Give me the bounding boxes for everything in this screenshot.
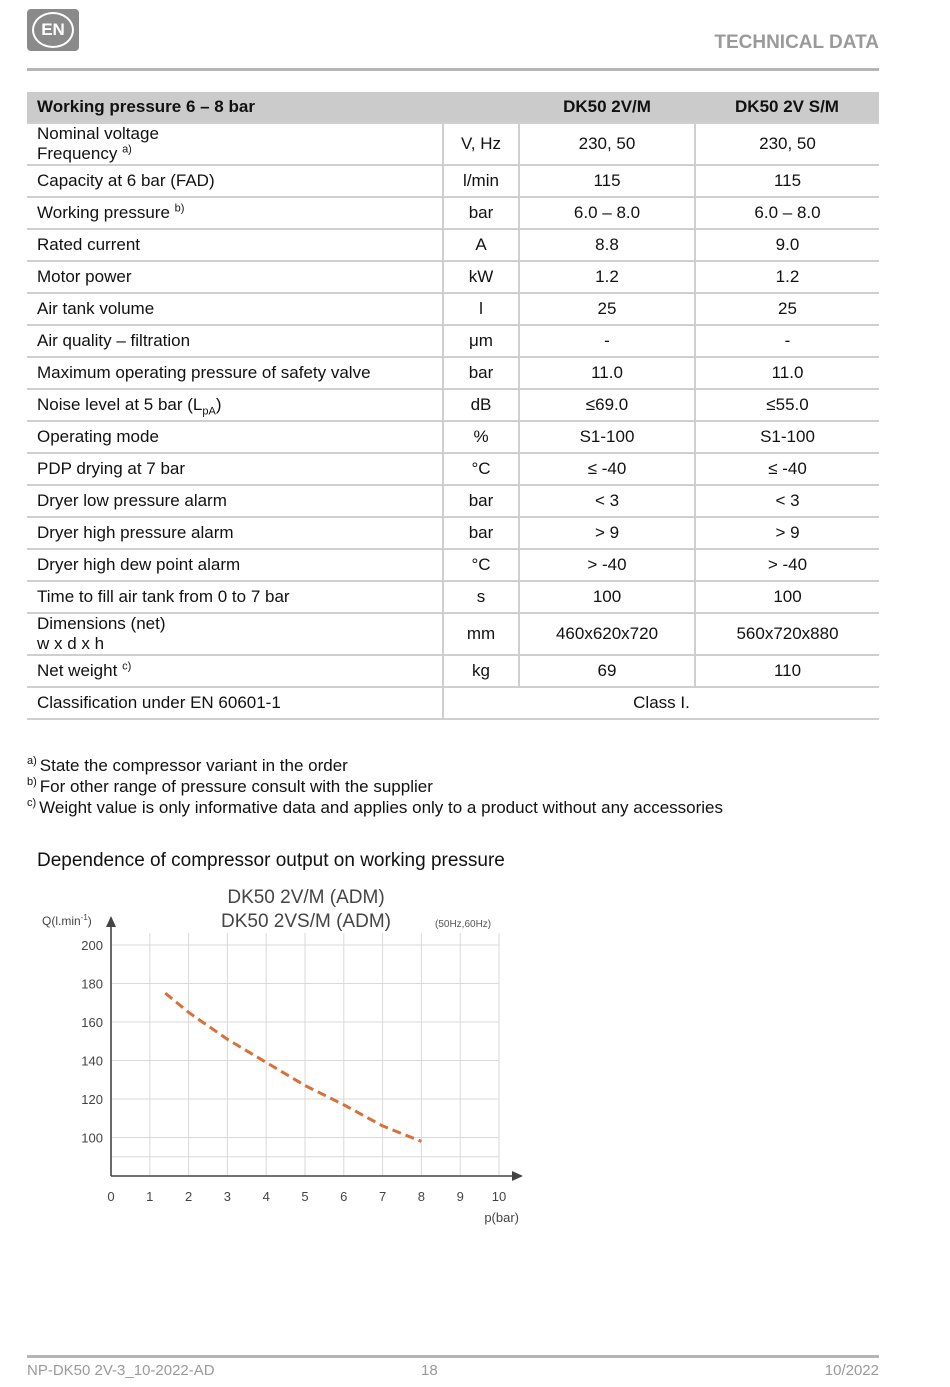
y-tick-label: 160 bbox=[81, 1015, 103, 1030]
unit-cell: μm bbox=[443, 325, 519, 357]
parameter-cell bbox=[27, 229, 443, 261]
parameter-label: Air quality – filtration bbox=[37, 331, 191, 350]
model2-value-cell: > -40 bbox=[695, 549, 879, 581]
header-divider bbox=[27, 68, 879, 71]
chart-title: DK50 2V/M (ADM) bbox=[227, 887, 385, 908]
y-tick-label: 140 bbox=[81, 1053, 103, 1069]
footnote bbox=[27, 776, 723, 797]
footnotes bbox=[27, 755, 723, 818]
model1-value-cell: 69 bbox=[519, 655, 695, 687]
footnote-mark: c) bbox=[27, 797, 37, 810]
table-row bbox=[27, 197, 879, 229]
unit-cell: bar bbox=[443, 485, 519, 517]
x-tick-label: 9 bbox=[456, 1189, 464, 1204]
x-tick-label: 2 bbox=[184, 1189, 193, 1204]
parameter-cell bbox=[27, 123, 443, 165]
model1-value-cell: 8.8 bbox=[519, 229, 695, 261]
x-tick-label: 4 bbox=[262, 1189, 270, 1204]
x-tick-label: 0 bbox=[107, 1189, 115, 1204]
unit-cell: dB bbox=[443, 389, 519, 421]
parameter-label: Nominal voltage bbox=[37, 124, 159, 143]
x-axis-arrow bbox=[512, 1171, 523, 1181]
model1-value-cell: ≤69.0 bbox=[519, 389, 695, 421]
parameter-label: Rated current bbox=[37, 235, 140, 254]
model1-value-cell: 100 bbox=[519, 581, 695, 613]
unit-cell: bar bbox=[443, 197, 519, 229]
section-title: TECHNICAL DATA bbox=[714, 32, 879, 53]
unit-cell: mm bbox=[443, 613, 519, 655]
model1-value-cell: > 9 bbox=[519, 517, 695, 549]
table-row bbox=[27, 229, 879, 261]
footnote bbox=[27, 797, 723, 818]
parameter-label: Dimensions (net) bbox=[37, 614, 166, 633]
model1-value-cell: 25 bbox=[519, 293, 695, 325]
parameter-label: Motor power bbox=[37, 267, 132, 286]
unit-cell: V, Hz bbox=[443, 123, 519, 165]
model1-value-cell: S1-100 bbox=[519, 421, 695, 453]
model2-value-cell: 1.2 bbox=[695, 261, 879, 293]
model2-value-cell: 230, 50 bbox=[695, 123, 879, 165]
merged-value-cell: Class I. bbox=[443, 687, 879, 719]
model2-value-cell: > 9 bbox=[695, 517, 879, 549]
model1-value-cell: < 3 bbox=[519, 485, 695, 517]
parameter-cell bbox=[27, 165, 443, 197]
parameter-label: Operating mode bbox=[37, 427, 159, 446]
parameter-label: Noise level at 5 bar (L bbox=[37, 395, 203, 414]
parameter-label: Dryer high pressure alarm bbox=[37, 523, 234, 542]
parameter-label: Net weight bbox=[37, 661, 118, 680]
parameter-cell bbox=[27, 261, 443, 293]
model2-value-cell: ≤ -40 bbox=[695, 453, 879, 485]
y-axis-label-text: Q(l.min bbox=[42, 914, 81, 928]
parameter-cell bbox=[27, 687, 443, 719]
model2-value-cell: S1-100 bbox=[695, 421, 879, 453]
footnote-mark: b) bbox=[27, 776, 37, 789]
footer-document-id: NP-DK50 2V-3_10-2022-AD bbox=[27, 1362, 215, 1379]
x-tick-label: 7 bbox=[378, 1189, 387, 1204]
parameter-cell bbox=[27, 197, 443, 229]
model2-value-cell: 110 bbox=[695, 655, 879, 687]
model2-value-cell: ≤55.0 bbox=[695, 389, 879, 421]
model2-value-cell: 6.0 – 8.0 bbox=[695, 197, 879, 229]
parameter-cell bbox=[27, 517, 443, 549]
parameter-label: Capacity at 6 bar (FAD) bbox=[37, 171, 215, 190]
model1-value-cell: 6.0 – 8.0 bbox=[519, 197, 695, 229]
parameter-label: PDP drying at 7 bar bbox=[37, 459, 186, 478]
footer-date: 10/2022 bbox=[824, 1362, 879, 1379]
chart-subtitle: DK50 2VS/M (ADM) bbox=[221, 911, 391, 932]
y-axis-label-exponent: -1 bbox=[80, 913, 88, 922]
parameter-cell bbox=[27, 389, 443, 421]
parameter-cell bbox=[27, 293, 443, 325]
table-row bbox=[27, 655, 879, 687]
y-axis-label bbox=[42, 913, 92, 928]
y-axis-label-tail: ) bbox=[87, 914, 92, 928]
unit-cell: bar bbox=[443, 517, 519, 549]
y-tick-label: 100 bbox=[81, 1130, 103, 1146]
model2-value-cell: < 3 bbox=[695, 485, 879, 517]
parameter-label: Working pressure bbox=[37, 203, 170, 222]
unit-cell: bar bbox=[443, 357, 519, 389]
footnote-text: Weight value is only informative data and applies only to a product without any accessories bbox=[39, 798, 724, 817]
unit-cell: kg bbox=[443, 655, 519, 687]
parameter-cell bbox=[27, 581, 443, 613]
pressure-output-chart bbox=[30, 880, 540, 1240]
chart-frequency-note: (50Hz,60Hz) bbox=[435, 919, 492, 930]
model2-value-cell: 9.0 bbox=[695, 229, 879, 261]
x-axis-label: p(bar) bbox=[484, 1210, 519, 1225]
language-badge-label: EN bbox=[32, 12, 74, 48]
parameter-label: Classification under EN 60601-1 bbox=[37, 693, 281, 712]
y-tick-label: 180 bbox=[81, 976, 103, 992]
x-tick-label: 10 bbox=[491, 1189, 507, 1204]
parameter-label: Dryer high dew point alarm bbox=[37, 555, 241, 574]
table-header-label: Working pressure 6 – 8 bar bbox=[27, 92, 519, 123]
y-tick-label: 200 bbox=[81, 938, 103, 953]
footnote-text: For other range of pressure consult with the supplier bbox=[39, 777, 433, 796]
table-row bbox=[27, 123, 879, 165]
x-tick-label: 3 bbox=[223, 1189, 232, 1204]
model1-value-cell: 230, 50 bbox=[519, 123, 695, 165]
table-row bbox=[27, 581, 879, 613]
model1-value-cell: > -40 bbox=[519, 549, 695, 581]
table-row bbox=[27, 389, 879, 421]
model2-value-cell: 560x720x880 bbox=[695, 613, 879, 655]
table-row bbox=[27, 485, 879, 517]
footnote-mark: a) bbox=[27, 755, 37, 768]
model1-value-cell: 115 bbox=[519, 165, 695, 197]
model2-value-cell: 100 bbox=[695, 581, 879, 613]
y-axis-arrow bbox=[106, 916, 116, 927]
table-row bbox=[27, 687, 879, 719]
unit-cell: l bbox=[443, 293, 519, 325]
table-header-row bbox=[27, 92, 879, 123]
x-tick-label: 8 bbox=[417, 1189, 426, 1204]
unit-cell: s bbox=[443, 581, 519, 613]
table-row bbox=[27, 357, 879, 389]
parameter-label-line2: w x d x h bbox=[37, 634, 105, 653]
model2-value-cell: - bbox=[695, 325, 879, 357]
footer-page-number: 18 bbox=[421, 1362, 438, 1379]
footnote-reference: c) bbox=[122, 660, 132, 673]
parameter-cell bbox=[27, 325, 443, 357]
table-row bbox=[27, 549, 879, 581]
unit-cell: °C bbox=[443, 453, 519, 485]
technical-data-table bbox=[27, 92, 879, 720]
unit-cell: kW bbox=[443, 261, 519, 293]
table-row bbox=[27, 325, 879, 357]
parameter-subscript: pA bbox=[202, 405, 216, 418]
table-row bbox=[27, 293, 879, 325]
table-row bbox=[27, 261, 879, 293]
unit-cell: l/min bbox=[443, 165, 519, 197]
model2-value-cell: 11.0 bbox=[695, 357, 879, 389]
unit-cell: A bbox=[443, 229, 519, 261]
parameter-cell bbox=[27, 549, 443, 581]
footnote bbox=[27, 755, 723, 776]
chart-heading: Dependence of compressor output on working pressure bbox=[37, 850, 505, 871]
footnote-text: State the compressor variant in the order bbox=[39, 756, 348, 775]
parameter-cell bbox=[27, 453, 443, 485]
x-tick-label: 1 bbox=[146, 1189, 154, 1204]
x-tick-label: 5 bbox=[301, 1189, 309, 1204]
y-tick-label: 120 bbox=[81, 1092, 103, 1107]
table-row bbox=[27, 453, 879, 485]
footnote-reference: a) bbox=[122, 143, 132, 156]
model1-value-cell: - bbox=[519, 325, 695, 357]
parameter-label: Air tank volume bbox=[37, 299, 155, 318]
table-header-model2: DK50 2V S/M bbox=[695, 92, 879, 123]
language-badge bbox=[27, 9, 79, 51]
model1-value-cell: 11.0 bbox=[519, 357, 695, 389]
model1-value-cell: 1.2 bbox=[519, 261, 695, 293]
model2-value-cell: 25 bbox=[695, 293, 879, 325]
table-header-model1: DK50 2V/M bbox=[519, 92, 695, 123]
table-row bbox=[27, 165, 879, 197]
parameter-label-tail: ) bbox=[215, 395, 222, 414]
unit-cell: % bbox=[443, 421, 519, 453]
parameter-label: Time to fill air tank from 0 to 7 bar bbox=[37, 587, 290, 606]
table-row bbox=[27, 517, 879, 549]
footer-divider bbox=[27, 1355, 879, 1358]
model2-value-cell: 115 bbox=[695, 165, 879, 197]
model1-value-cell: ≤ -40 bbox=[519, 453, 695, 485]
x-tick-label: 6 bbox=[340, 1189, 348, 1204]
parameter-cell bbox=[27, 421, 443, 453]
parameter-cell bbox=[27, 357, 443, 389]
parameter-cell bbox=[27, 613, 443, 655]
parameter-cell bbox=[27, 655, 443, 687]
unit-cell: °C bbox=[443, 549, 519, 581]
model1-value-cell: 460x620x720 bbox=[519, 613, 695, 655]
parameter-label-line2: Frequency bbox=[37, 144, 118, 163]
footnote-reference: b) bbox=[174, 202, 185, 215]
parameter-label: Dryer low pressure alarm bbox=[37, 491, 227, 510]
parameter-cell bbox=[27, 485, 443, 517]
table-row bbox=[27, 421, 879, 453]
parameter-label: Maximum operating pressure of safety valve bbox=[37, 363, 371, 382]
table-row bbox=[27, 613, 879, 655]
